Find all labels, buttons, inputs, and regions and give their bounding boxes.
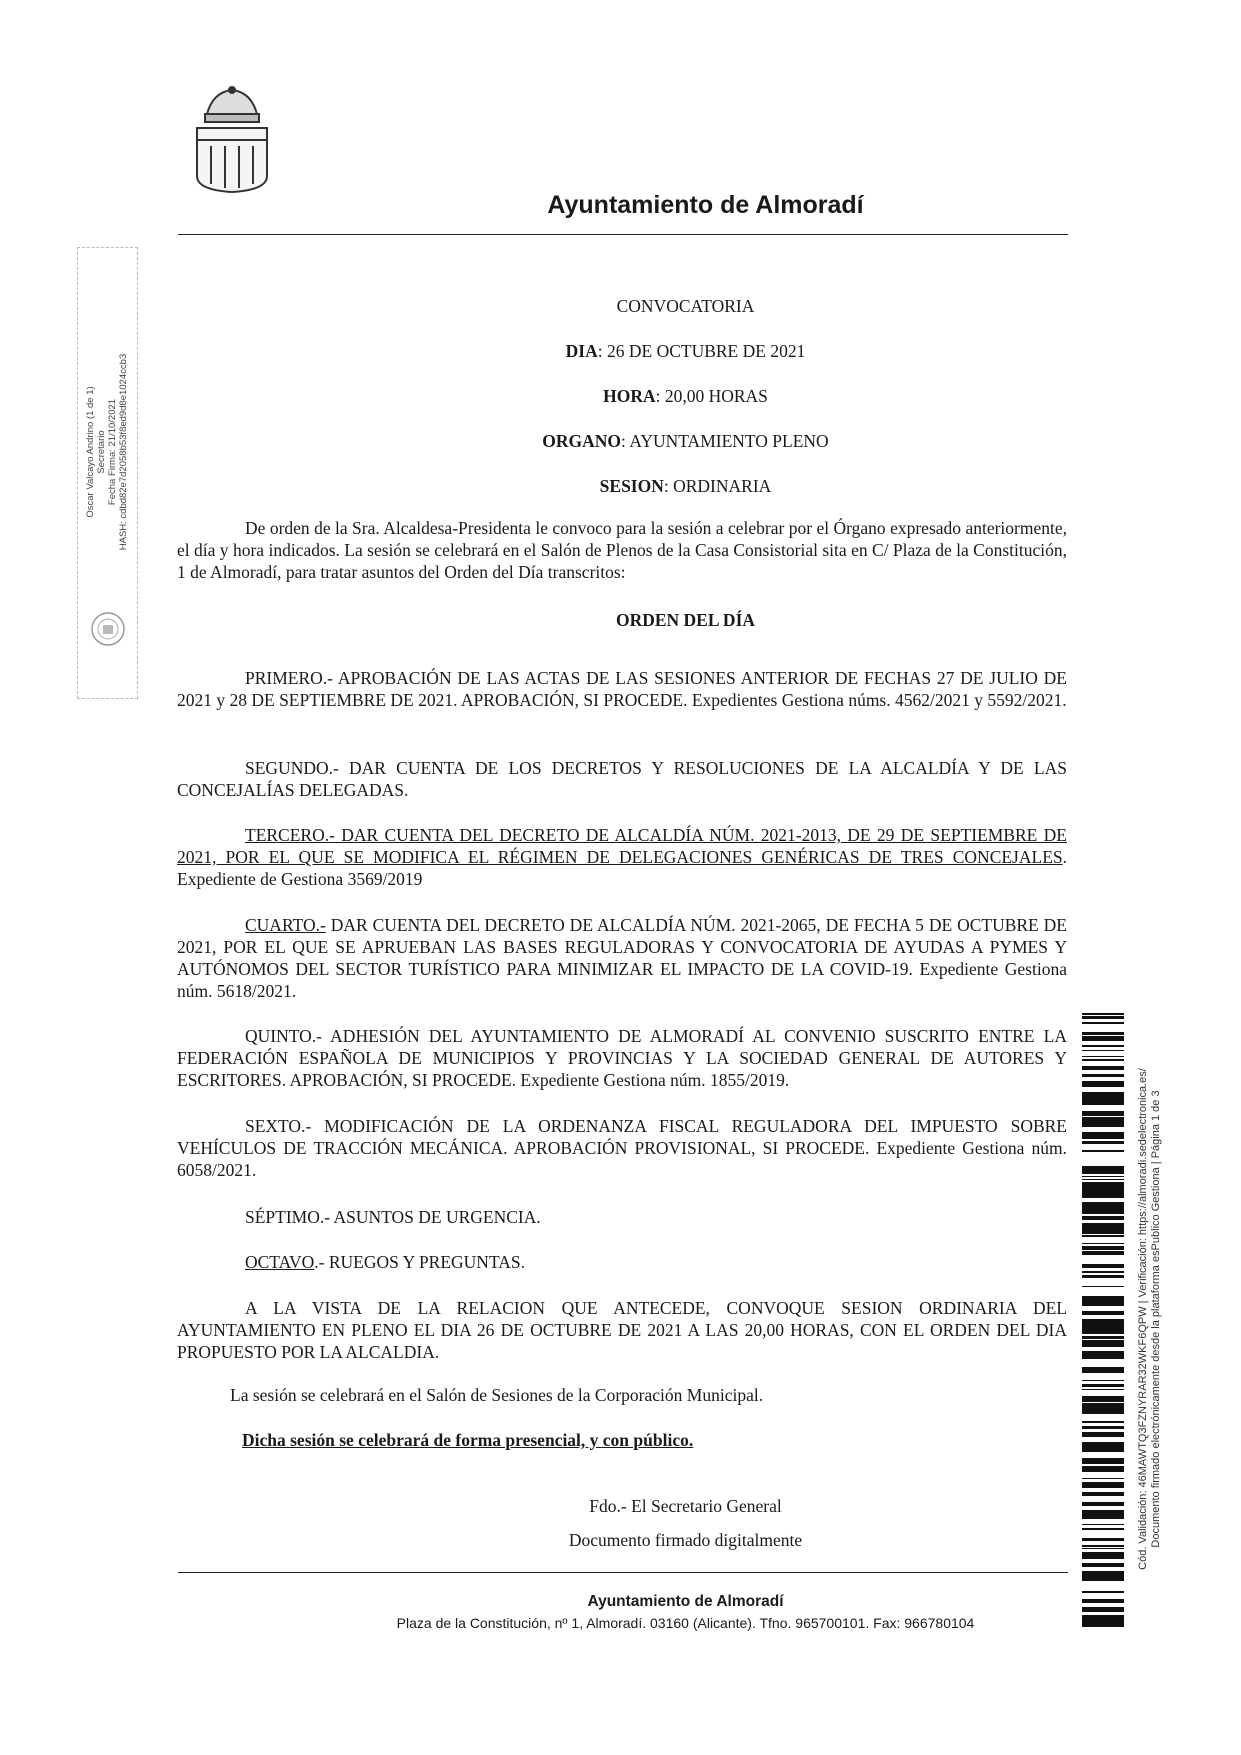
item-segundo: SEGUNDO.- DAR CUENTA DE LOS DECRETOS Y RESOLUCIONES DE LA ALCALDÍA Y DE LAS CONCEJALÍAS DELEGADAS. [177, 758, 1067, 800]
octavo-label: OCTAVO [245, 1252, 315, 1272]
tercero-underlined: TERCERO.- DAR CUENTA DEL DECRETO DE ALCALDÍA NÚM. 2021-2013, DE 29 DE SEPTIEMBRE DE 2021, POR EL QUE SE MODIFICA EL RÉGIMEN DE DELEGACIONES GENÉRICAS DE TRES CONCEJALES [177, 825, 1067, 867]
salon-note: La sesión se celebrará en el Salón de Sesiones de la Corporación Municipal. [230, 1385, 764, 1405]
orden-title [0, 610, 1241, 631]
orden-title-text: ORDEN DEL DÍA [615, 610, 756, 630]
organo-line [0, 431, 1241, 452]
organo-value: : AYUNTAMIENTO PLENO [621, 431, 829, 451]
signature-line-4: HASH: cdbd82e7d2058b53f8ed9d8e1024ccb3 [118, 353, 129, 551]
cuarto-label: CUARTO.- [245, 915, 326, 935]
cuarto-rest: DAR CUENTA DEL DECRETO DE ALCALDÍA NÚM. 2021-2065, DE FECHA 5 DE OCTUBRE DE 2021, POR EL QUE SE APRUEBAN LAS BASES REGULADORAS Y CONVOCATORIA DE AYUDAS A PYMES Y AUTÓNOMOS DEL SECTOR TURÍSTICO PARA MINIMIZAR EL IMPACTO DE LA COVID-19. Expediente Gestiona núm. 5618/2021. [177, 915, 1067, 1001]
hora-label: HORA [603, 386, 656, 406]
dia-label: DIA [565, 341, 598, 361]
item-tercero [177, 824, 1067, 890]
document-title: CONVOCATORIA [616, 296, 755, 316]
signed-digital: Documento firmado digitalmente [568, 1530, 803, 1550]
signed-by: Fdo.- El Secretario General [589, 1496, 782, 1516]
intro-paragraph: De orden de la Sra. Alcaldesa-Presidenta le convoco para la sesión a celebrar por el Órgano expresado anteriormente, el día y hora indicados. La sesión se celebrará en el Salón de Plenos de la Casa Consistorial sita en C/ Plaza de la Constitución, 1 de Almoradí, para tratar asuntos del Orden del Día transcritos: [177, 518, 1067, 582]
page-title: Ayuntamiento de Almoradí [547, 191, 864, 219]
closing-paragraph: A LA VISTA DE LA RELACION QUE ANTECEDE, CONVOQUE SESION ORDINARIA DEL AYUNTAMIENTO EN PLENO EL DIA 26 DE OCTUBRE DE 2021 A LAS 20,00 HORAS, CON EL ORDEN DEL DIA PROPUESTO POR LA ALCALDIA. [177, 1298, 1067, 1362]
dia-value: : 26 DE OCTUBRE DE 2021 [597, 341, 806, 361]
verification-line-1: Cód. Validación: 46MAWTQ3FZNYRAR32WKF6QPW | Verificación: https://almoradi.sedelectronica.es/ [1137, 1068, 1149, 1570]
octavo-rest: .- RUEGOS Y PREGUNTAS. [314, 1252, 525, 1272]
signature-line-1: Oscar Valcayo Andrino (1 de 1) [85, 386, 96, 518]
item-septimo: SÉPTIMO.- ASUNTOS DE URGENCIA. [245, 1207, 541, 1227]
item-cuarto [177, 914, 1067, 1002]
item-primero: PRIMERO.- APROBACIÓN DE LAS ACTAS DE LAS SESIONES ANTERIOR DE FECHAS 27 DE JULIO DE 2021 y 28 DE SEPTIEMBRE DE 2021. APROBACIÓN, SI PROCEDE. Expedientes Gestiona núms. 4562/2021 y 5592/2021. [177, 668, 1067, 710]
footer-address: Plaza de la Constitución, nº 1, Almoradí. 03160 (Alicante). Tfno. 965700101. Fax: 966780104 [396, 1615, 975, 1631]
item-quinto: QUINTO.- ADHESIÓN DEL AYUNTAMIENTO DE ALMORADÍ AL CONVENIO SUSCRITO ENTRE LA FEDERACIÓN ESPAÑOLA DE MUNICIPIOS Y PROVINCIAS Y LA SOCIEDAD GENERAL DE AUTORES Y ESCRITORES. APROBACIÓN, SI PROCEDE. Expediente Gestiona núm. 1855/2019. [177, 1026, 1067, 1090]
verification-line-2: Documento firmado electrónicamente desde la plataforma esPublico Gestiona | Página 1 de 3 [1150, 1090, 1162, 1548]
signature-line-2: Secretario [96, 430, 107, 474]
item-sexto: SEXTO.- MODIFICACIÓN DE LA ORDENANZA FISCAL REGULADORA DEL IMPUESTO SOBRE VEHÍCULOS DE TRACCIÓN MECÁNICA. APROBACIÓN PROVISIONAL, SI PROCEDE. Expediente Gestiona núm. 6058/2021. [177, 1116, 1067, 1180]
sesion-label: SESION [599, 476, 664, 496]
coat-of-arms-icon [193, 84, 271, 194]
footer-divider [178, 1572, 1068, 1573]
dia-line [0, 341, 1241, 362]
sesion-line [0, 476, 1241, 497]
sesion-value: : ORDINARIA [663, 476, 772, 496]
tercero-rest: . Expediente de Gestiona 3569/2019 [177, 847, 1067, 889]
organo-label: ORGANO [542, 431, 622, 451]
signature-line-3: Fecha Firma: 21/10/2021 [107, 398, 118, 506]
header-divider [178, 234, 1068, 235]
footer-title: Ayuntamiento de Almoradí [587, 1593, 784, 1610]
presencial-note: Dicha sesión se celebrará de forma presencial, y con público. [242, 1430, 694, 1450]
hora-value: : 20,00 HORAS [655, 386, 768, 406]
hora-line [0, 386, 1241, 407]
item-octavo [177, 1251, 1067, 1273]
